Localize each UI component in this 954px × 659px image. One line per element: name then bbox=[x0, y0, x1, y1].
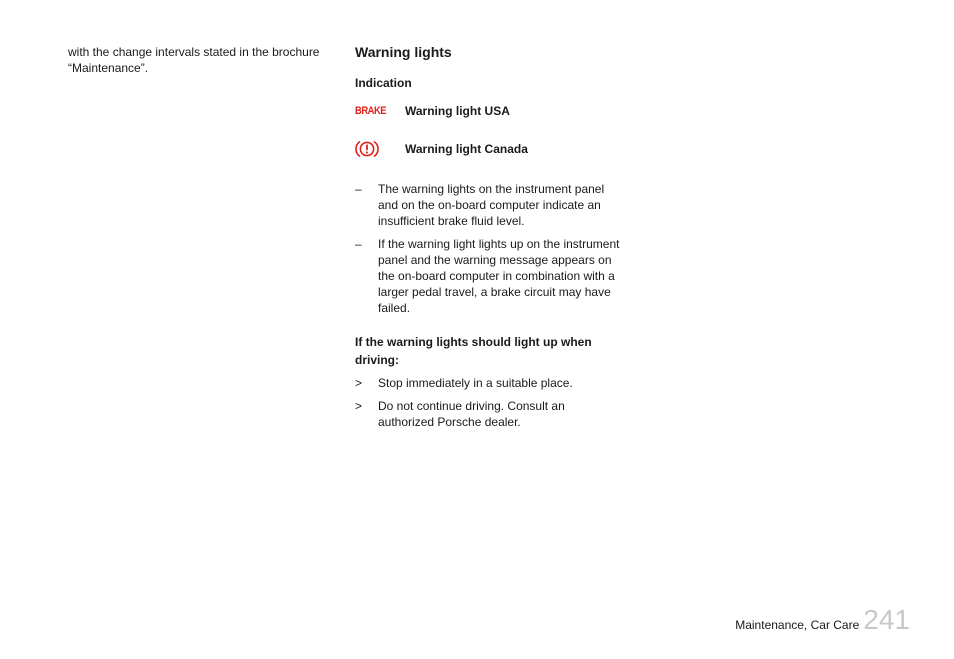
notes-list bbox=[355, 181, 635, 316]
warning-lights-section bbox=[355, 43, 635, 437]
continued-paragraph: with the change intervals stated in the brochure “Maintenance”. bbox=[68, 45, 320, 75]
footer-section-name: Maintenance, Car Care bbox=[735, 618, 860, 632]
warning-light-canada-row bbox=[355, 137, 635, 161]
dash-marker: – bbox=[355, 237, 362, 251]
page-number: 241 bbox=[863, 604, 910, 635]
warning-light-usa-label: Warning light USA bbox=[405, 104, 510, 118]
driving-heading: If the warning lights should light up when driving: bbox=[355, 335, 592, 367]
dash-marker: – bbox=[355, 182, 362, 196]
arrow-marker: > bbox=[355, 376, 363, 390]
list-item bbox=[355, 398, 635, 430]
action-text: Do not continue driving. Consult an authorized Porsche dealer. bbox=[378, 399, 565, 429]
list-item bbox=[355, 236, 635, 316]
warning-light-canada-label: Warning light Canada bbox=[405, 142, 528, 156]
note-text: If the warning light lights up on the instrument panel and the warning message appears on the on-board computer in combination with a larger pedal travel, a brake circuit may have failed. bbox=[378, 237, 620, 315]
brake-circle-icon bbox=[355, 139, 379, 159]
section-title: Warning lights bbox=[355, 44, 452, 60]
indication-heading: Indication bbox=[355, 76, 412, 90]
action-text: Stop immediately in a suitable place. bbox=[378, 376, 573, 390]
list-item bbox=[355, 375, 635, 391]
list-item bbox=[355, 181, 635, 229]
left-column bbox=[68, 44, 328, 76]
arrow-marker: > bbox=[355, 399, 363, 413]
actions-list bbox=[355, 375, 635, 430]
brake-text-icon bbox=[355, 103, 405, 119]
page-footer bbox=[735, 604, 910, 636]
note-text: The warning lights on the instrument panel and on the on-board computer indicate an insufficient brake fluid level. bbox=[378, 182, 605, 228]
warning-light-usa-row bbox=[355, 99, 635, 123]
brake-word: BRAKE bbox=[355, 105, 387, 117]
